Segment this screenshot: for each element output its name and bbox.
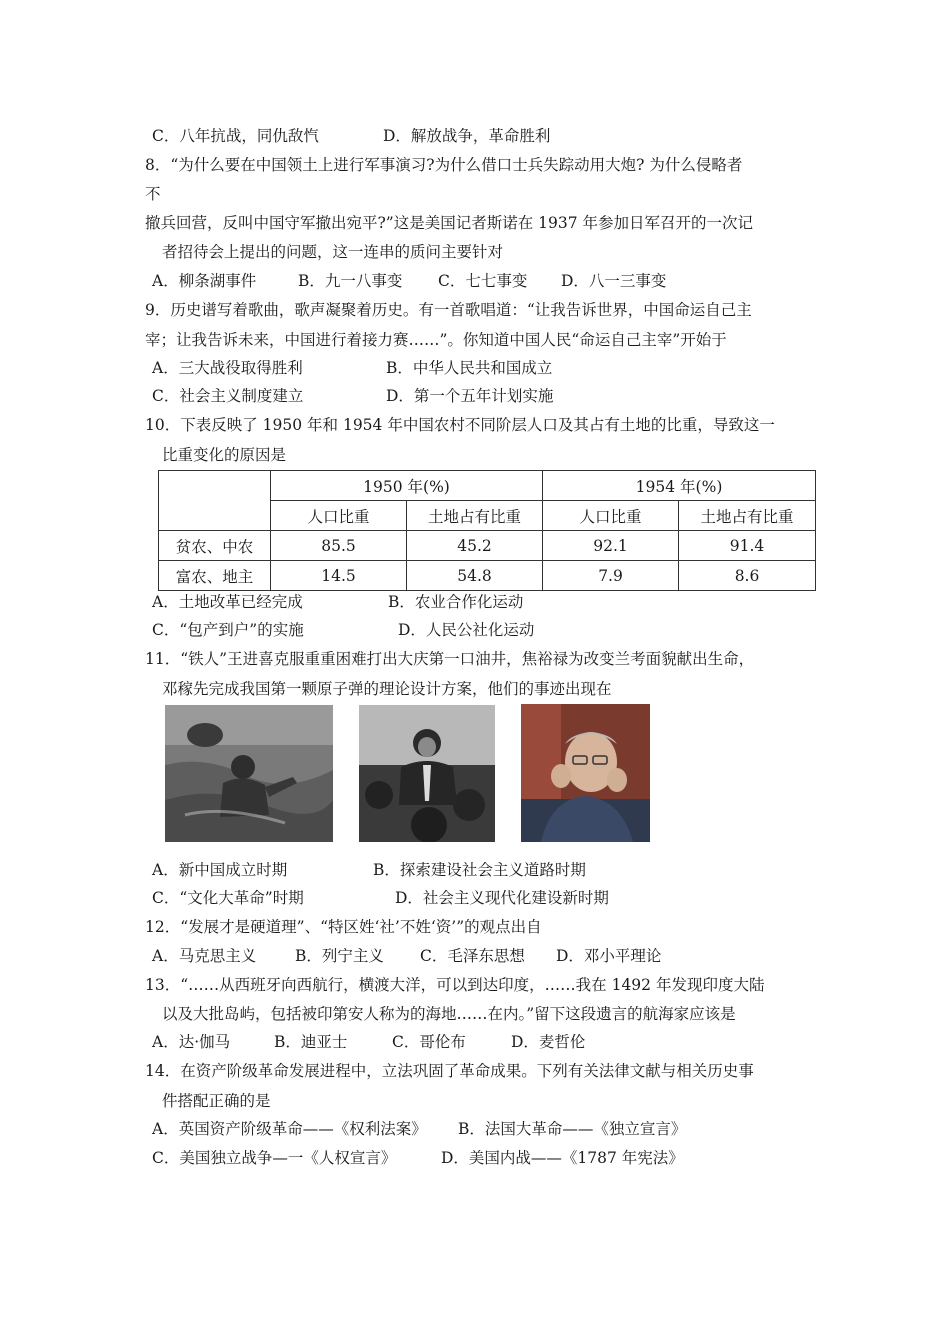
q13-option-c: C．哥伦布 [392, 1033, 466, 1051]
q8-stem-line3: 者招待会上提出的问题，这一连串的质问主要针对 [162, 243, 504, 261]
q14-option-c: C．美国独立战争—一《人权宣言》 [152, 1149, 397, 1167]
table-corner-cell [159, 471, 271, 531]
q8-option-d: D．八一三事变 [561, 272, 667, 290]
wang-jinxi-photo [165, 705, 333, 842]
table-cell: 14.5 [271, 561, 407, 591]
deng-jiaxian-photo [521, 704, 650, 842]
q10-option-d: D．人民公社化运动 [398, 621, 535, 639]
q8-stem-line2: 撤兵回营，反叫中国守军撤出宛平?”这是美国记者斯诺在 1937 年参加日军召开的一次记 [145, 214, 754, 232]
table-row-label: 贫农、中农 [159, 531, 271, 561]
q10-option-a: A．土地改革已经完成 [152, 593, 303, 611]
table-subheader: 土地占有比重 [679, 501, 816, 531]
table-row [159, 561, 816, 591]
table-header-1950: 1950 年(%) [271, 471, 543, 501]
table-row [159, 531, 816, 561]
jiao-yulu-photo [359, 705, 495, 842]
table-cell: 91.4 [679, 531, 816, 561]
q12-option-d: D．邓小平理论 [556, 947, 662, 965]
q10-stem-line1: 10．下表反映了 1950 年和 1954 年中国农村不同阶层人口及其占有土地的比重，导致这一 [145, 416, 775, 434]
table-cell: 54.8 [407, 561, 543, 591]
q7-option-c: C．八年抗战，同仇敌忾 [152, 127, 319, 145]
q13-option-a: A．达·伽马 [152, 1033, 231, 1051]
q11-option-b: B．探索建设社会主义道路时期 [373, 861, 586, 879]
q14-stem-line2: 件搭配正确的是 [162, 1092, 271, 1110]
q10-stem-line2: 比重变化的原因是 [162, 446, 287, 464]
q11-option-d: D．社会主义现代化建设新时期 [395, 889, 609, 907]
q8-stem-line1b: 不 [145, 185, 161, 203]
q11-option-c: C．“文化大革命”时期 [152, 889, 304, 907]
q14-option-d: D．美国内战——《1787 年宪法》 [441, 1149, 684, 1167]
q11-stem-line2: 邓稼先完成我国第一颗原子弹的理论设计方案，他们的事迹出现在 [162, 680, 612, 698]
table-row-label: 富农、地主 [159, 561, 271, 591]
q10-option-c: C．“包产到户”的实施 [152, 621, 304, 639]
q11-stem-line1: 11．“铁人”王进喜克服重重困难打出大庆第一口油井，焦裕禄为改变兰考面貌献出生命， [145, 650, 755, 668]
q8-option-c: C．七七事变 [438, 272, 528, 290]
q12-option-b: B．列宁主义 [295, 947, 384, 965]
table-cell: 85.5 [271, 531, 407, 561]
q12-option-c: C．毛泽东思想 [420, 947, 525, 965]
table-cell: 92.1 [543, 531, 679, 561]
q12-option-a: A．马克思主义 [152, 947, 257, 965]
table-header-1954: 1954 年(%) [543, 471, 816, 501]
q9-stem-line2: 宰；让我告诉未来，中国进行着接力赛……”。你知道中国人民“命运自己主宰”开始于 [145, 331, 727, 349]
q14-option-b: B．法国大革命——《独立宣言》 [458, 1120, 687, 1138]
q11-option-a: A．新中国成立时期 [152, 861, 288, 879]
table-header-row [159, 471, 816, 501]
q9-option-d: D．第一个五年计划实施 [386, 387, 554, 405]
land-ratio-table [158, 470, 816, 591]
q13-option-d: D．麦哲伦 [511, 1033, 586, 1051]
table-subheader: 土地占有比重 [407, 501, 543, 531]
q9-option-a: A．三大战役取得胜利 [152, 359, 303, 377]
table-cell: 8.6 [679, 561, 816, 591]
q12-stem-line1: 12．“发展才是硬道理”、“特区姓‘社’不姓‘资’”的观点出自 [145, 918, 542, 936]
q13-stem-line2: 以及大批岛屿，包括被印第安人称为的海地……在内。”留下这段遗言的航海家应该是 [162, 1005, 736, 1023]
q9-stem-line1: 9．历史谱写着歌曲，歌声凝聚着历史。有一首歌唱道：“让我告诉世界，中国命运自己主 [145, 301, 752, 319]
table-cell: 7.9 [543, 561, 679, 591]
q7-option-d: D．解放战争，革命胜利 [383, 127, 551, 145]
table-subheader: 人口比重 [271, 501, 407, 531]
table-cell: 45.2 [407, 531, 543, 561]
q13-option-b: B．迪亚士 [274, 1033, 348, 1051]
q8-option-b: B．九一八事变 [298, 272, 403, 290]
q8-stem-line1: 8．“为什么要在中国领土上进行军事演习?为什么借口士兵失踪动用大炮? 为什么侵略者 [145, 156, 743, 174]
q9-option-b: B．中华人民共和国成立 [386, 359, 553, 377]
q9-option-c: C．社会主义制度建立 [152, 387, 304, 405]
q10-option-b: B．农业合作化运动 [388, 593, 524, 611]
q13-stem-line1: 13．“……从西班牙向西航行，横渡大洋，可以到达印度，……我在 1492 年发现印度大陆 [145, 976, 765, 994]
q14-stem-line1: 14．在资产阶级革命发展进程中，立法巩固了革命成果。下列有关法律文献与相关历史事 [145, 1062, 754, 1080]
q8-option-a: A．柳条湖事件 [152, 272, 257, 290]
table-subheader: 人口比重 [543, 501, 679, 531]
q14-option-a: A．英国资产阶级革命——《权利法案》 [152, 1120, 427, 1138]
